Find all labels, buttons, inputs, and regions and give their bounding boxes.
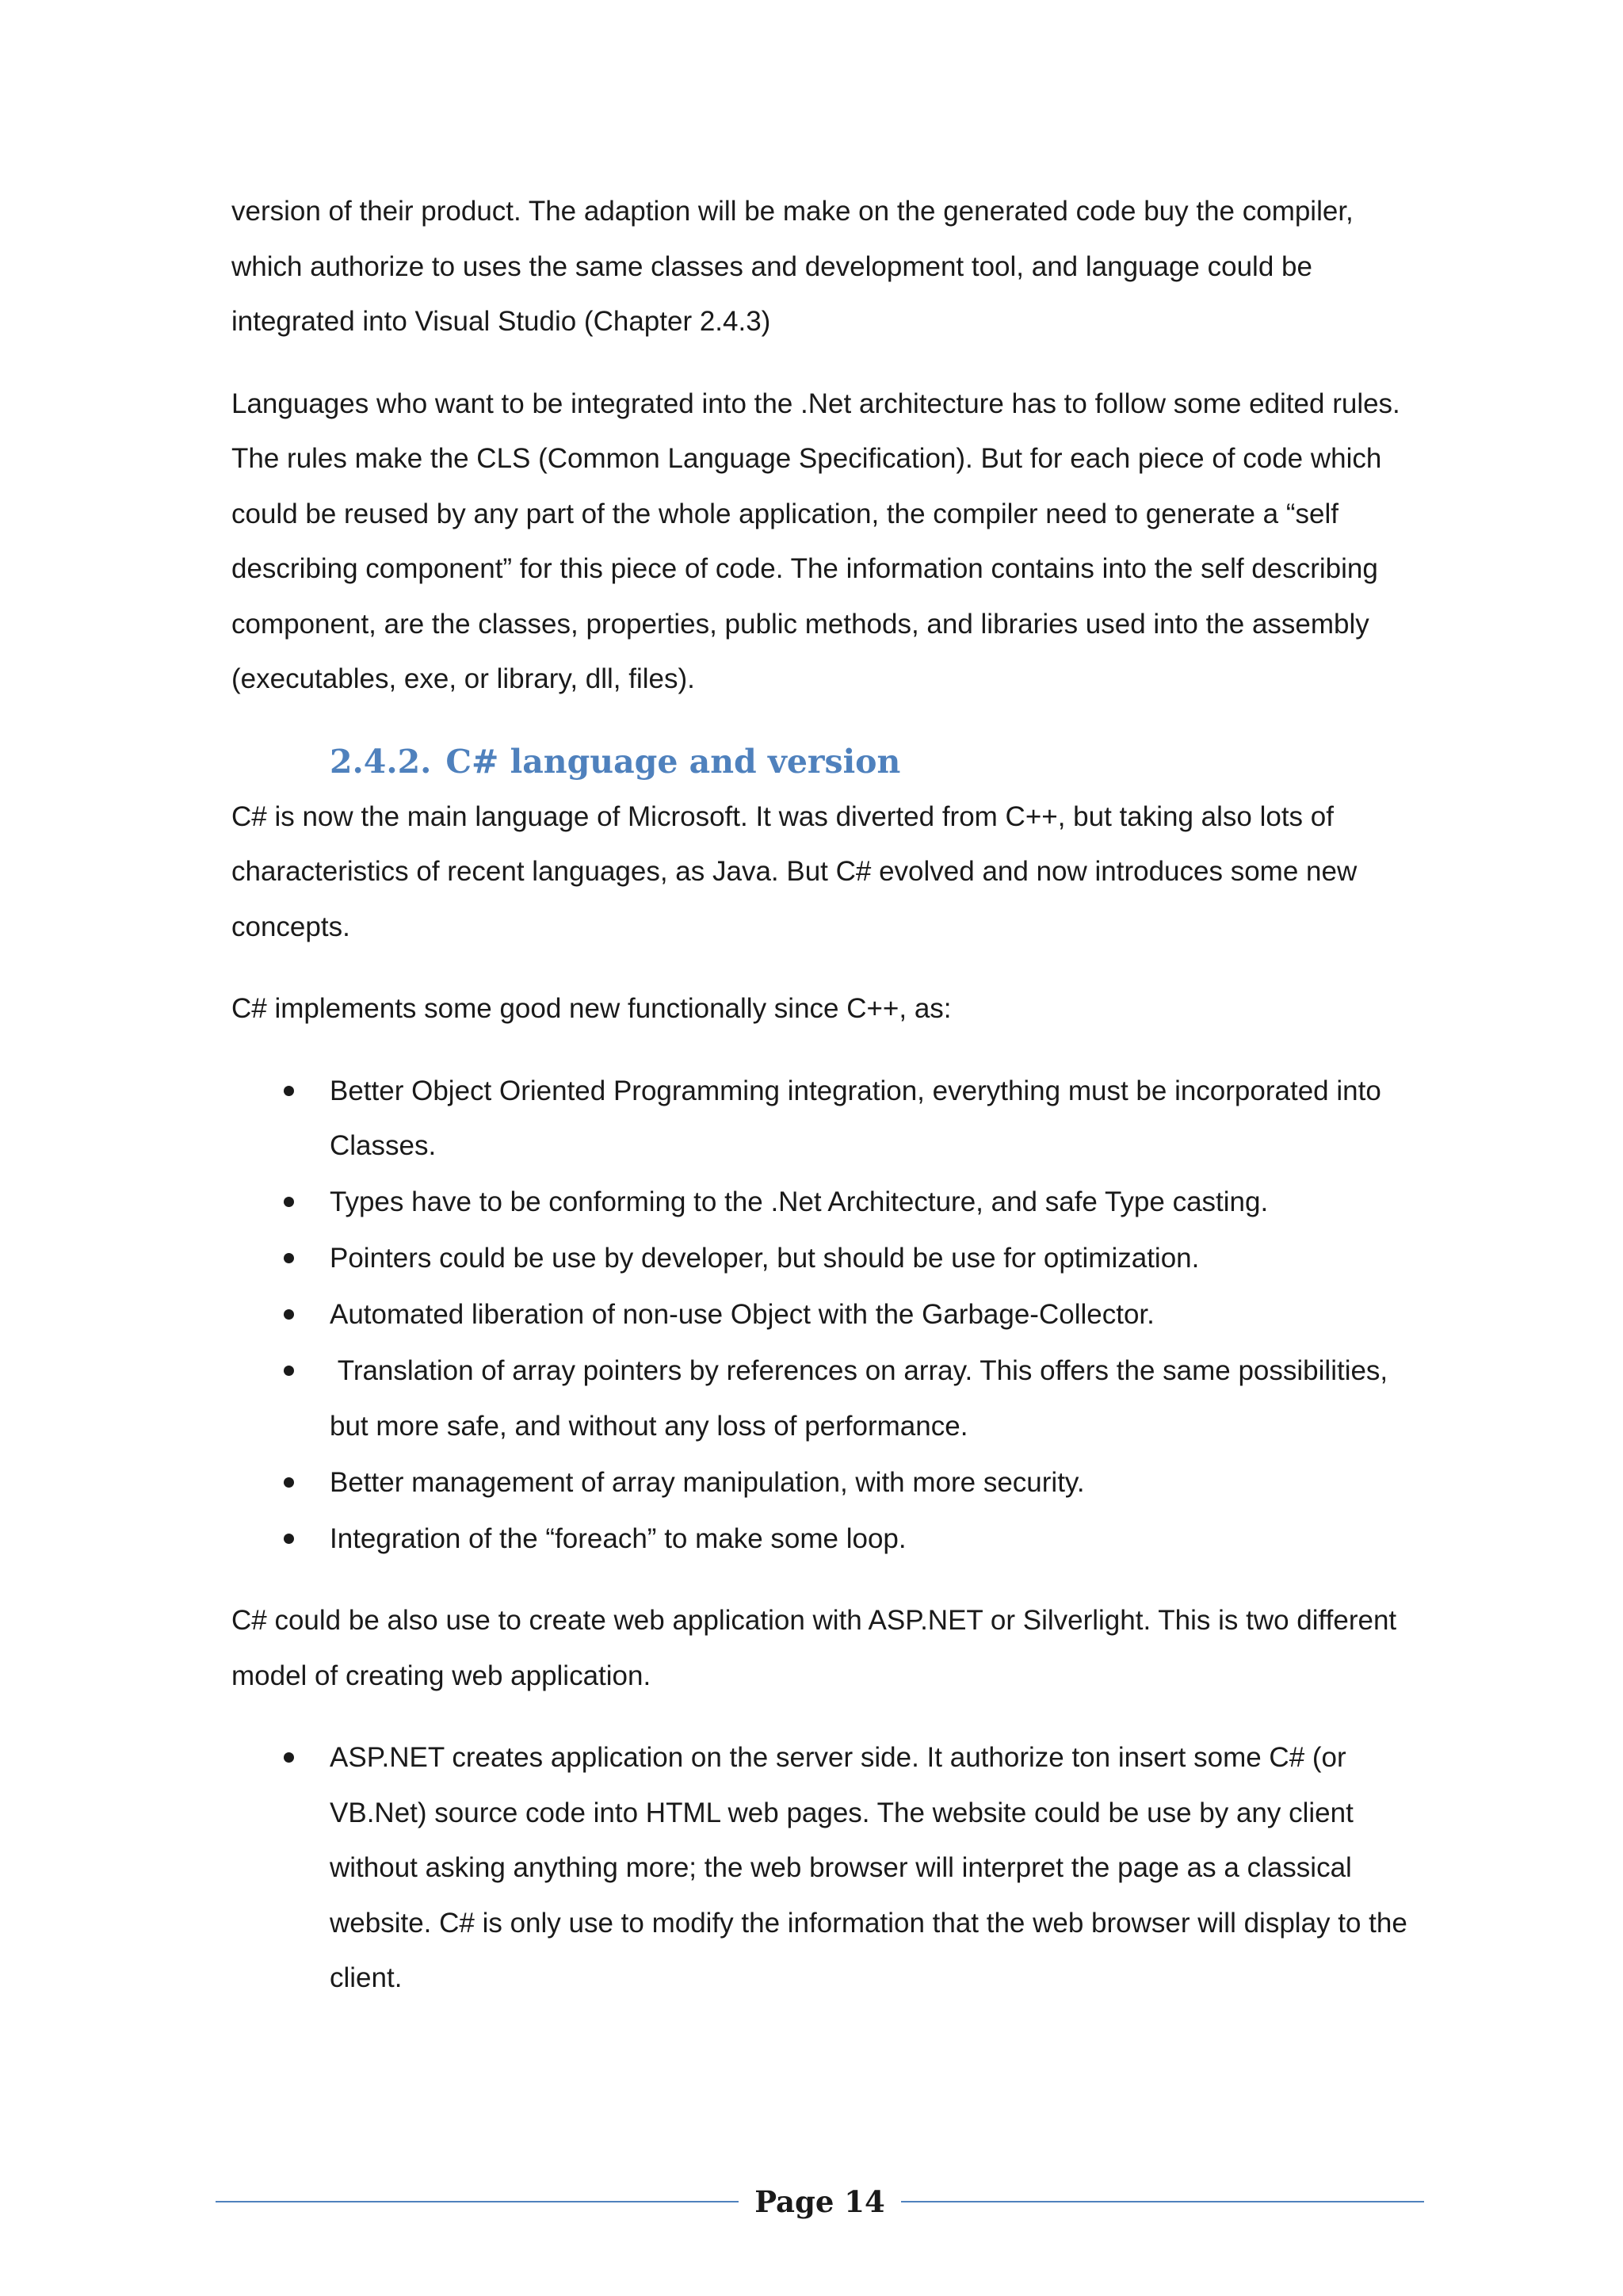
bullet-icon xyxy=(284,1752,294,1763)
paragraph-csharp-intro: C# is now the main language of Microsoft. It was diverted from C++, but taking also lots of characteristics of recent languages, as Java. But C# evolved and now introduces some new concepts. xyxy=(231,800,1358,942)
web-models-list xyxy=(231,1730,1420,2006)
list-item: Integration of the “foreach” to make some loop. xyxy=(231,1511,1420,1567)
bullet-icon xyxy=(284,1197,294,1207)
features-list xyxy=(231,1064,1420,1567)
bullet-icon xyxy=(284,1086,294,1096)
list-item: Types have to be conforming to the .Net Architecture, and safe Type casting. xyxy=(231,1175,1420,1230)
list-item: Translation of array pointers by references on array. This offers the same possibilities, but more safe, and without any loss of performance. xyxy=(231,1343,1420,1454)
bullet-icon xyxy=(284,1534,294,1544)
bullet-icon xyxy=(284,1366,294,1376)
section-title: C# language and version xyxy=(445,742,901,781)
page-footer xyxy=(216,2178,1424,2225)
footer-rule-left xyxy=(216,2201,739,2202)
list-item: Better management of array manipulation, with more security. xyxy=(231,1455,1420,1511)
bullet-icon xyxy=(284,1253,294,1263)
list-item: Automated liberation of non-use Object with the Garbage-Collector. xyxy=(231,1287,1420,1343)
list-item: Better Object Oriented Programming integration, everything must be incorporated into Classes. xyxy=(231,1064,1420,1174)
document-page xyxy=(231,184,1420,2007)
paragraph-web-applications: C# could be also use to create web application with ASP.NET or Silverlight. This is two different model of creating web application. xyxy=(231,1605,1397,1691)
bullet-icon xyxy=(284,1309,294,1320)
list-item: ASP.NET creates application on the server side. It authorize ton insert some C# (or VB.Net) source code into HTML web pages. The website could be use by any client without asking anything more; the web browser will interpret the page as a classical website. C# is only use to modify the information that the web browser will display to the client. xyxy=(231,1730,1420,2006)
paragraph-features-intro: C# implements some good new functionally since C++, as: xyxy=(231,993,952,1024)
bullet-icon xyxy=(284,1477,294,1488)
section-heading xyxy=(231,734,1420,789)
section-number: 2.4.2. xyxy=(330,742,432,781)
page-number: Page 14 xyxy=(754,2184,885,2219)
paragraph-product-adaption: version of their product. The adaption will be make on the generated code buy the compiler, which authorize to uses the same classes and development tool, and language could be integrated into Visual Studio (Chapter 2.4.3) xyxy=(231,196,1354,337)
list-item: Pointers could be use by developer, but should be use for optimization. xyxy=(231,1231,1420,1286)
footer-rule-right xyxy=(901,2201,1424,2202)
paragraph-cls-rules: Languages who want to be integrated into the .Net architecture has to follow some edited rules. The rules make the CLS (Common Language Specification). But for each piece of code which could be reused by any part of the whole application, the compiler need to generate a “self describing component” for this piece of code. The information contains into the self describing component, are the classes, properties, public methods, and libraries used into the assembly (executables, exe, or library, dll, files). xyxy=(231,388,1400,694)
